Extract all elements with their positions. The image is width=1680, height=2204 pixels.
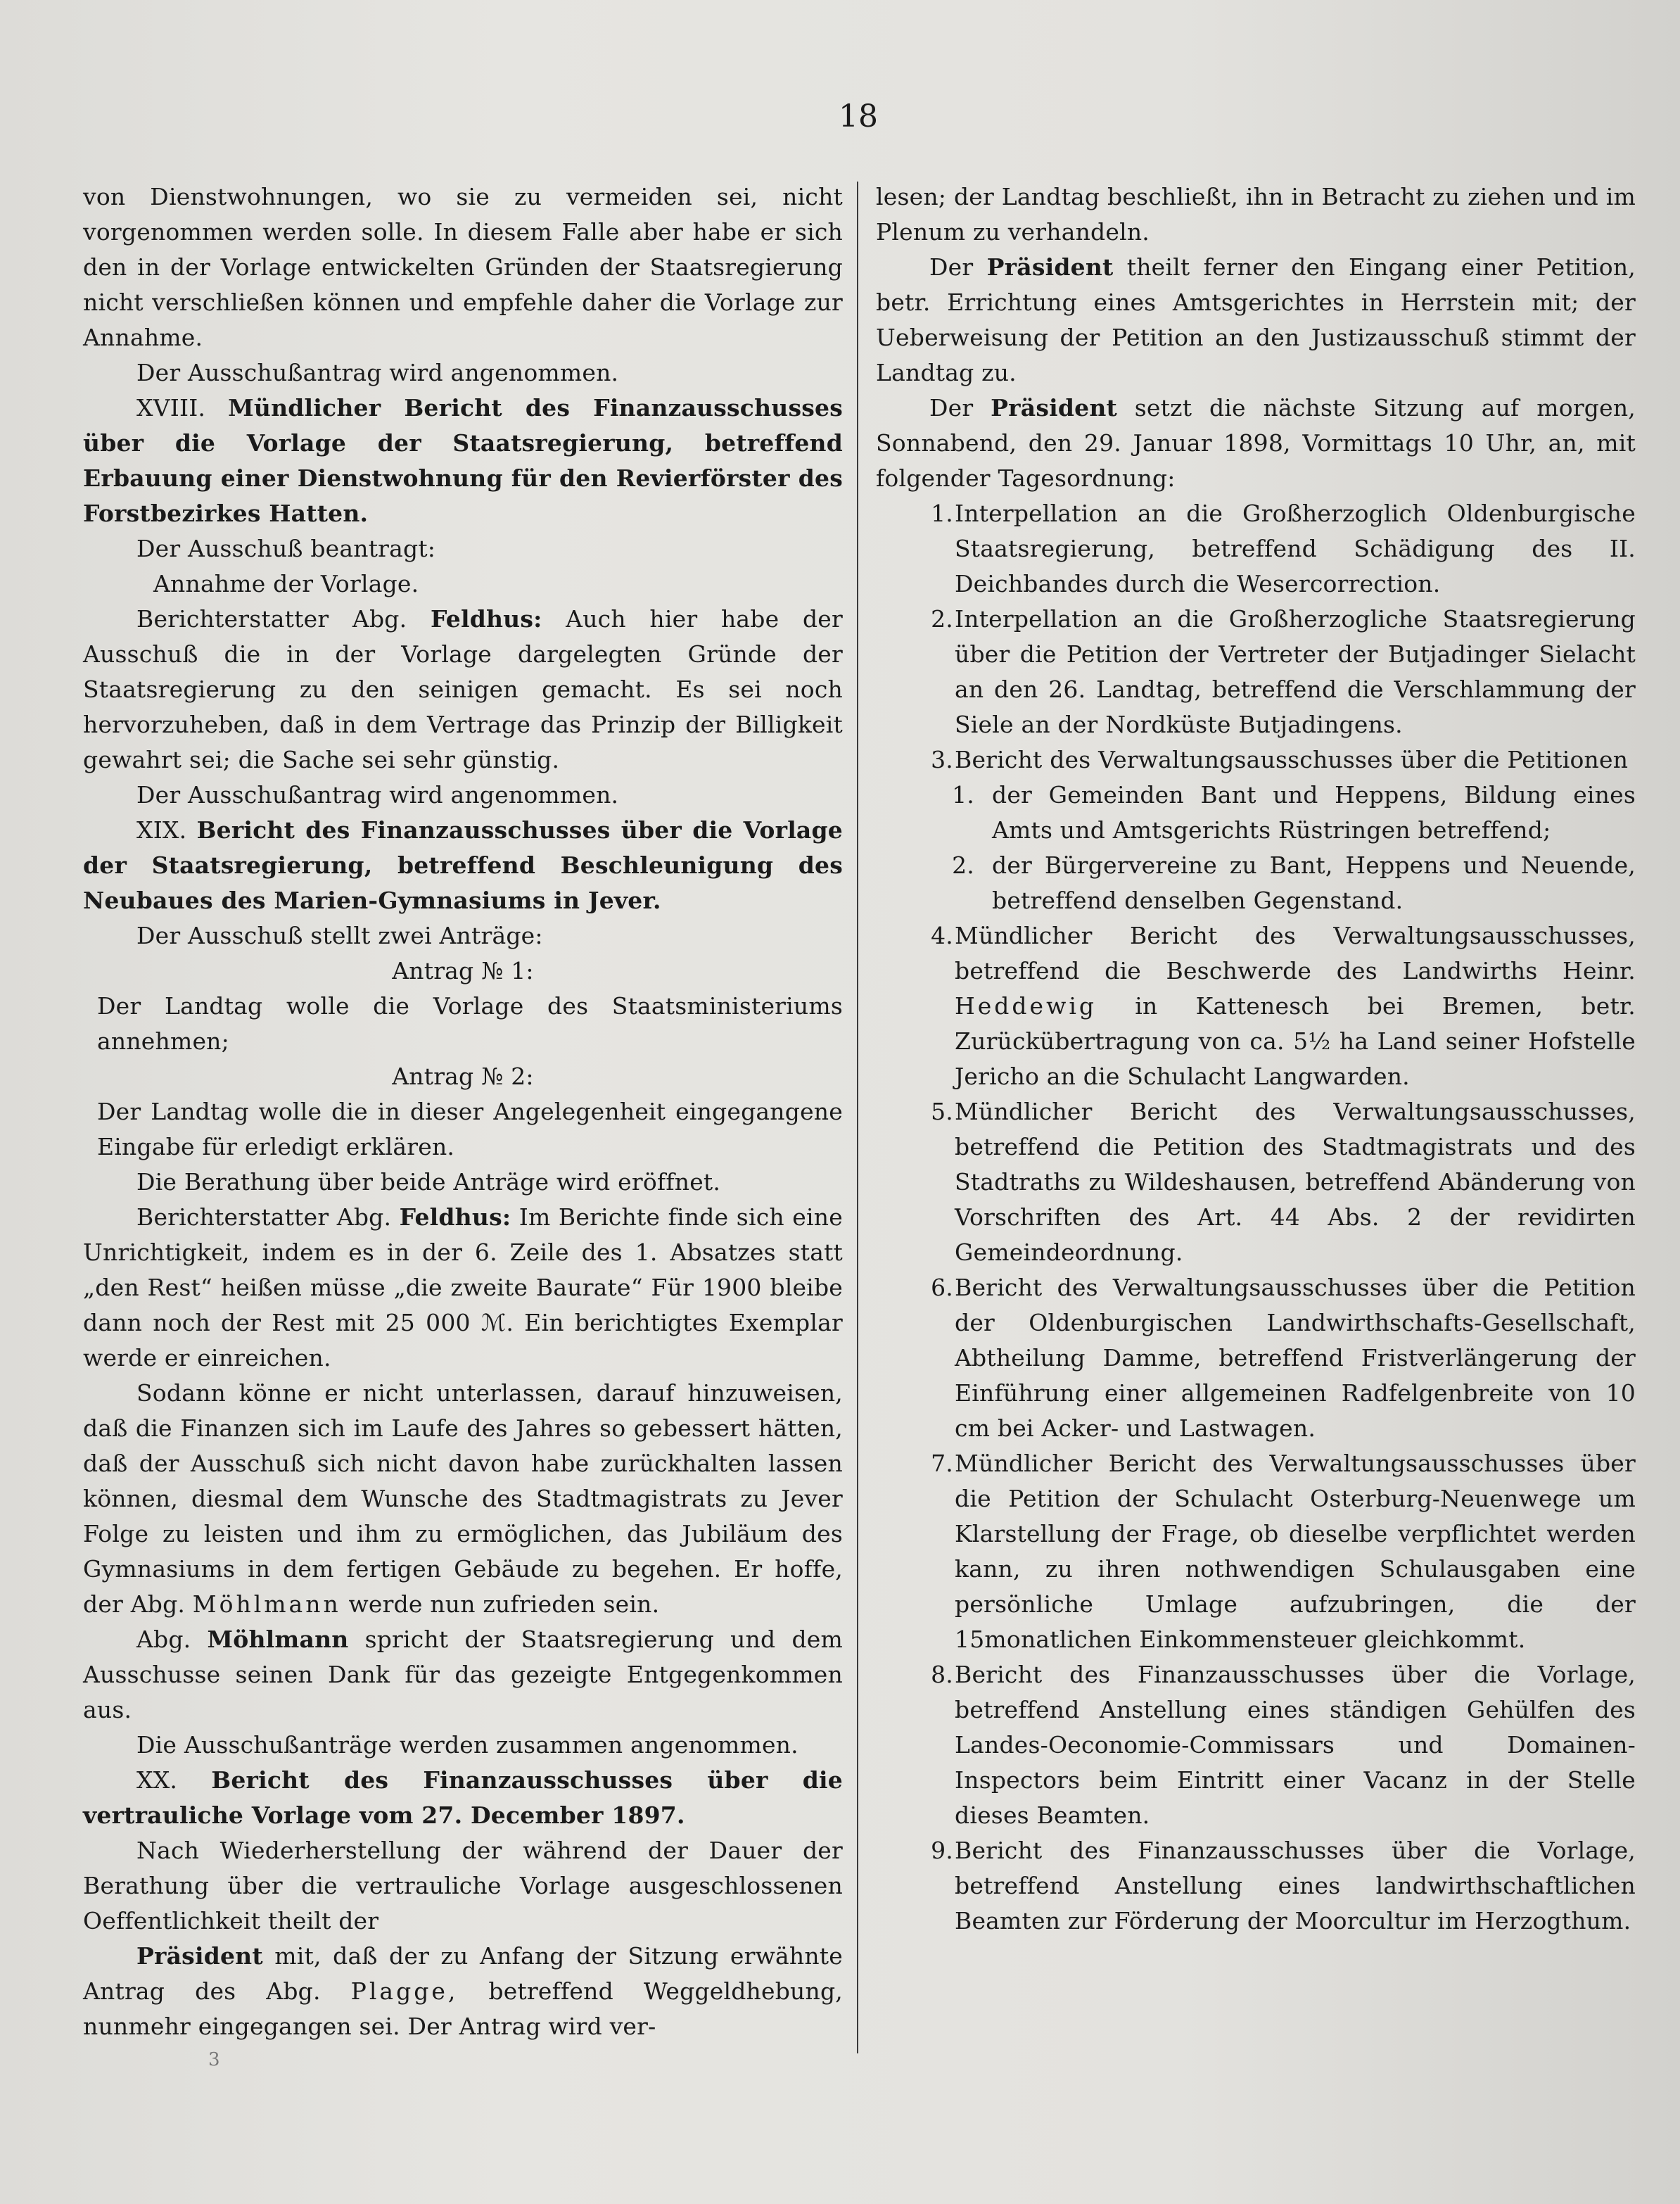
agenda-subitem xyxy=(876,778,1636,848)
section-title: Bericht des Finanzausschusses über die vertrauliche Vorlage vom 27. December 1897. xyxy=(83,1766,843,1829)
agenda-text: Mündlicher Bericht des Verwaltungsausschusses über die Petition der Schulacht Osterburg-Neuenwege um Klarstellung der Frage, ob dieselbe verpflichtet werden kann, zu ihren nothwendigen Schulausgaben eine persönliche Umlage aufzubringen, die der 15monatlichen Einkommensteuer gleichkommt. xyxy=(955,1450,1636,1653)
agenda-text: Bericht des Finanzausschusses über die Vorlage, betreffend Anstellung eines landwirthschaftlichen Beamten zur Förderung der Moorcultur im Herzogthum. xyxy=(955,1837,1636,1934)
section-heading-xix xyxy=(83,813,843,918)
agenda-text: der Bürgervereine zu Bant, Heppens und Neuende, betreffend denselben Gegenstand. xyxy=(992,851,1636,914)
agenda-number: 3. xyxy=(931,746,953,773)
paragraph: Der Ausschuß beantragt: xyxy=(136,535,436,562)
agenda-number: 7. xyxy=(931,1450,953,1477)
agenda-item xyxy=(876,602,1636,742)
agenda-item xyxy=(876,742,1636,778)
paragraph: Nach Wiederherstellung der während der Dauer der Berathung über die vertrauliche Vorlage ausgeschlossenen Oeffentlichkeit theilt der xyxy=(83,1837,843,1934)
speaker-name: Feldhus: xyxy=(430,605,542,633)
agenda-item: 4. Mündlicher Bericht des Verwaltungsausschusses, betreffend die Beschwerde des Landwirths Heinr. Heddewig in Kattenesch bei Bremen, betr. Zurückübertragung von ca. 5½ ha Land seiner Hofstelle Jericho an die Schulacht Langwarden. xyxy=(876,918,1636,1094)
section-number: XX. xyxy=(136,1766,178,1794)
left-column xyxy=(83,179,843,2044)
page-number: 18 xyxy=(839,99,878,134)
speaker-name: Präsident xyxy=(991,394,1117,422)
agenda-number: 2. xyxy=(931,605,953,633)
agenda-number: 2. xyxy=(952,851,974,879)
section-title: Mündlicher Bericht des Finanzausschusses über die Vorlage der Staatsregierung, betreffend Erbauung einer Dienstwohnung für den Revierförster des Forstbezirkes Hatten. xyxy=(83,394,843,527)
speaker-name: Präsident xyxy=(986,253,1114,281)
motion-label: Antrag № 1: xyxy=(392,957,534,984)
section-title: Bericht des Finanzausschusses über die Vorlage der Staatsregierung, betreffend Beschleunigung des Neubaues des Marien-Gymnasiums in Jever. xyxy=(83,816,843,914)
column-divider xyxy=(857,182,858,2053)
paragraph: Abg. Möhlmann spricht der Staatsregierung und dem Ausschusse seinen Dank für das gezeigte Entgegenkommen aus. xyxy=(83,1626,843,1723)
agenda-text: Interpellation an die Großherzogliche Staatsregierung über die Petition der Vertreter der Butjadinger Sielacht an den 26. Landtag, betreffend die Verschlammung der Siele an der Nordküste Butjadingens. xyxy=(955,605,1636,738)
agenda-item xyxy=(876,1833,1636,1939)
section-heading-xx xyxy=(83,1763,843,1833)
paragraph: Präsident mit, daß der zu Anfang der Sitzung erwähnte Antrag des Abg. Plagge, betreffend Weggeldhebung, nunmehr eingegangen sei. Der Antrag wird ver- xyxy=(83,1942,843,2040)
agenda-text: Bericht des Verwaltungsausschusses über die Petition der Oldenburgischen Landwirthschafts-Gesellschaft, Abtheilung Damme, betreffend Fristverlängerung der Einführung einer allgemeinen Radfelgenbreite von 10 cm bei Acker- und Lastwagen. xyxy=(955,1274,1636,1442)
agenda-text: Mündlicher Bericht des Verwaltungsausschusses, betreffend die Petition des Stadtmagistrats und des Stadtraths zu Wildeshausen, betreffend Abänderung von Vorschriften des Art. 44 Abs. 2 der revidirten Gemeindeordnung. xyxy=(955,1098,1636,1266)
agenda-item xyxy=(876,1446,1636,1657)
speaker-name: Feldhus: xyxy=(399,1203,511,1231)
motion-text: Der Landtag wolle die Vorlage des Staatsministeriums annehmen; xyxy=(97,992,843,1055)
agenda-number: 9. xyxy=(931,1837,953,1864)
speaker-name: Möhlmann xyxy=(207,1626,349,1653)
agenda-text: der Gemeinden Bant und Heppens, Bildung eines Amts und Amtsgerichts Rüstringen betreffend; xyxy=(992,781,1636,844)
agenda-number: 8. xyxy=(931,1661,953,1688)
agenda-number: 4. xyxy=(931,922,953,949)
speaker-name: Präsident xyxy=(136,1942,263,1970)
agenda-text: Bericht des Verwaltungsausschusses über die Petitionen xyxy=(955,746,1629,773)
agenda-item xyxy=(876,1657,1636,1833)
paragraph: Der Ausschußantrag wird angenommen. xyxy=(136,781,619,809)
agenda-text: Interpellation an die Großherzoglich Oldenburgische Staatsregierung, betreffend Schädigung des II. Deichbandes durch die Wesercorrection. xyxy=(955,500,1636,597)
agenda-text: Bericht des Finanzausschusses über die Vorlage, betreffend Anstellung eines ständigen Gehülfen des Landes-Oeconomie-Commissars und Domainen-Inspectors beim Eintritt einer Vacanz in der Stelle dieses Beamten. xyxy=(955,1661,1636,1829)
paragraph: Berichterstatter Abg. Feldhus: Auch hier habe der Ausschuß die in der Vorlage dargelegten Gründe der Staatsregierung zu den seinigen gemacht. Es sei noch hervorzuheben, daß in dem Vertrage das Prinzip der Billigkeit gewahrt sei; die Sache sei sehr günstig. xyxy=(83,605,843,773)
paragraph: von Dienstwohnungen, wo sie zu vermeiden sei, nicht vorgenommen werden solle. In diesem Falle aber habe er sich den in der Vorlage entwickelten Gründen der Staatsregierung nicht verschließen können und empfehle daher die Vorlage zur Annahme. xyxy=(83,183,843,351)
section-heading-xviii xyxy=(83,391,843,531)
section-number: XIX. xyxy=(136,816,187,844)
person-name: Möhlmann xyxy=(192,1590,341,1618)
motion-text: Der Landtag wolle die in dieser Angelegenheit eingegangene Eingabe für erledigt erklären. xyxy=(97,1098,843,1160)
signature-mark: 3 xyxy=(208,2049,220,2070)
paragraph: Die Ausschußanträge werden zusammen angenommen. xyxy=(136,1731,798,1759)
section-number: XVIII. xyxy=(136,394,206,422)
person-name: Heddewig xyxy=(955,992,1097,1020)
agenda-number: 1. xyxy=(931,500,953,527)
right-column xyxy=(876,179,1636,1939)
agenda-item xyxy=(876,496,1636,602)
paragraph: Der Ausschußantrag wird angenommen. xyxy=(136,359,619,386)
paragraph: Der Präsident setzt die nächste Sitzung auf morgen, Sonnabend, den 29. Januar 1898, Vormittags 10 Uhr, an, mit folgender Tagesordnung: xyxy=(876,394,1636,492)
agenda-number: 1. xyxy=(952,781,974,809)
person-name: Plagge, xyxy=(350,1977,459,2005)
paragraph: Die Berathung über beide Anträge wird eröffnet. xyxy=(136,1168,721,1196)
paragraph: Annahme der Vorlage. xyxy=(153,570,419,597)
paragraph: Sodann könne er nicht unterlassen, darauf hinzuweisen, daß die Finanzen sich im Laufe des Jahres so gebessert hätten, daß der Ausschuß sich nicht davon habe zurückhalten lassen können, diesmal dem Wunsche des Stadtmagistrats zu Jever Folge zu leisten und ihm zu ermöglichen, das Jubiläum des Gymnasiums in dem fertigen Gebäude zu begehen. Er hoffe, der Abg. Möhlmann werde nun zufrieden sein. xyxy=(83,1379,843,1618)
motion-label: Antrag № 2: xyxy=(392,1063,534,1090)
agenda-number: 6. xyxy=(931,1274,953,1301)
paragraph: Der Präsident theilt ferner den Eingang einer Petition, betr. Errichtung eines Amtsgerichtes in Herrstein mit; der Ueberweisung der Petition an den Justizausschuß stimmt der Landtag zu. xyxy=(876,253,1636,386)
agenda-subitem xyxy=(876,848,1636,918)
agenda-item xyxy=(876,1270,1636,1446)
paragraph: Berichterstatter Abg. Feldhus: Im Berichte finde sich eine Unrichtigkeit, indem es in der 6. Zeile des 1. Absatzes statt „den Rest“ heißen müsse „die zweite Baurate“ Für 1900 bleibe dann noch der Rest mit 25 000 ℳ. Ein berichtigtes Exemplar werde er einreichen. xyxy=(83,1203,843,1372)
paragraph: Der Ausschuß stellt zwei Anträge: xyxy=(136,922,543,949)
agenda-item xyxy=(876,1094,1636,1270)
paragraph: lesen; der Landtag beschließt, ihn in Betracht zu ziehen und im Plenum zu verhandeln. xyxy=(876,183,1636,246)
agenda-number: 5. xyxy=(931,1098,953,1125)
